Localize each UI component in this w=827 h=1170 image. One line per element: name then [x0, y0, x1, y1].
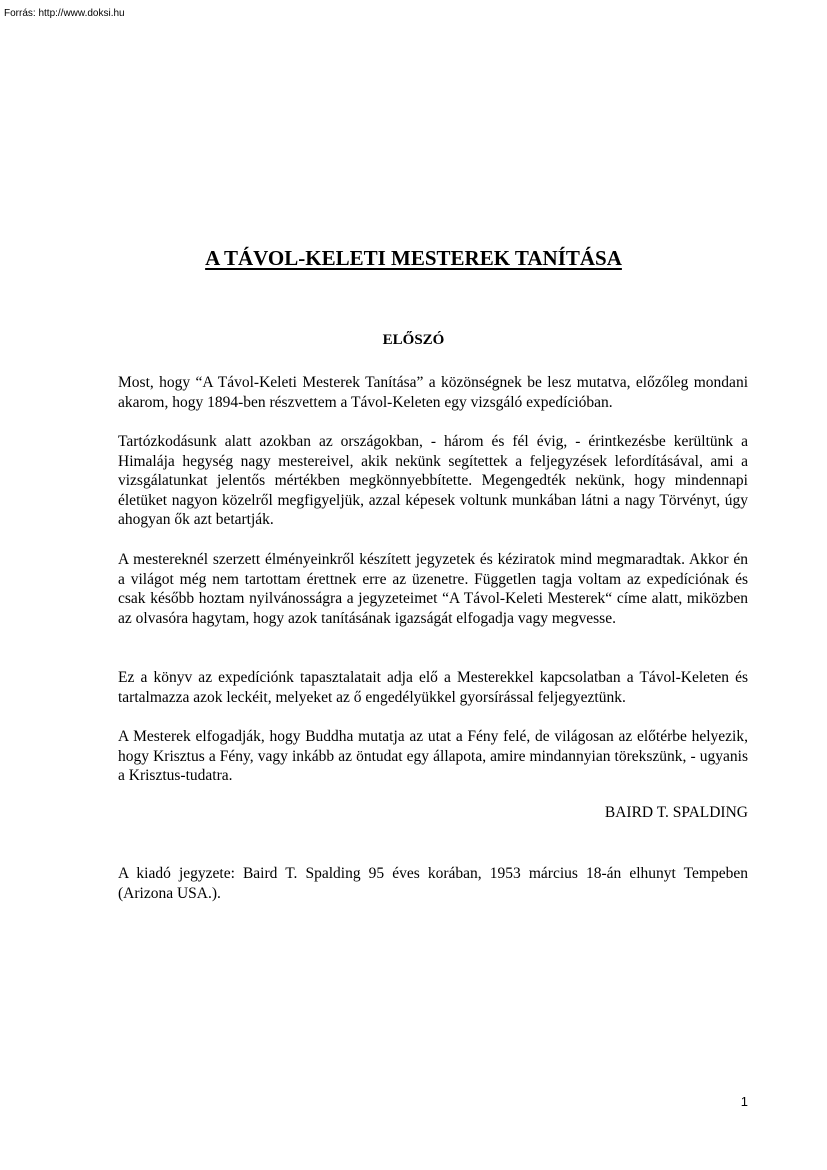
preface-heading: ELŐSZÓ — [382, 332, 445, 348]
document-title: A TÁVOL-KELETI MESTEREK TANÍTÁSA — [205, 246, 622, 270]
paragraph-masters: A Mesterek elfogadják, hogy Buddha mutatja az utat a Fény felé, de világosan az előtérbe helyezik, hogy Krisztus a Fény, vagy inkább az öntudat egy állapota, amire mindannyian törekszünk, - ugyanis a Krisztus-tudatra. — [118, 728, 748, 784]
paragraph-stay: Tartózkodásunk alatt azokban az országokban, - három és fél évig, - érintkezésbe kerültünk a Himalája hegység nagy mestereivel, akik nekünk segítettek a feljegyzések lefordításával, ami a vizsgálatunkat jelentős mértékben megkönnyebbítette. Megengedték nekünk, hogy mindennapi életüket nagyon közelről megfigyeljük, azzal képesek voltunk munkában látni a nagy Törvényt, úgy ahogyan ők azt betartják. — [118, 433, 748, 528]
paragraph-book: Ez a könyv az expedíciónk tapasztalatait adja elő a Mesterekkel kapcsolatban a Távol-Keleten és tartalmazza azok leckéit, melyeket az ő engedélyükkel gyorsírással feljegyeztünk. — [118, 669, 748, 706]
paragraph-notes: A mestereknél szerzett élményeinkről készített jegyzetek és kéziratok mind megmaradtak. Akkor én a világot még nem tartottam érettnek erre az üzenetre. Független tagja voltam az expedíciónak és csak később hoztam nyilvánosságra a jegyzeteimet “A Távol-Keleti Mesterek“ címe alatt, miközben az olvasóra hagytam, hogy azok tanításának igazságát elfogadja vagy megvesse. — [118, 551, 748, 627]
source-url-text: Forrás: http://www.doksi.hu — [4, 8, 125, 19]
page-number: 1 — [740, 1094, 748, 1109]
publisher-note: A kiadó jegyzete: Baird T. Spalding 95 éves korában, 1953 március 18-án elhunyt Tempeben (Arizona USA.). — [118, 865, 748, 902]
author-signature: BAIRD T. SPALDING — [604, 804, 748, 821]
paragraph-intro: Most, hogy “A Távol-Keleti Mesterek Tanítása” a közönségnek be lesz mutatva, előzőleg mondani akarom, hogy 1894-ben részvettem a Távol-Keleten egy vizsgáló expedícióban. — [118, 374, 748, 411]
